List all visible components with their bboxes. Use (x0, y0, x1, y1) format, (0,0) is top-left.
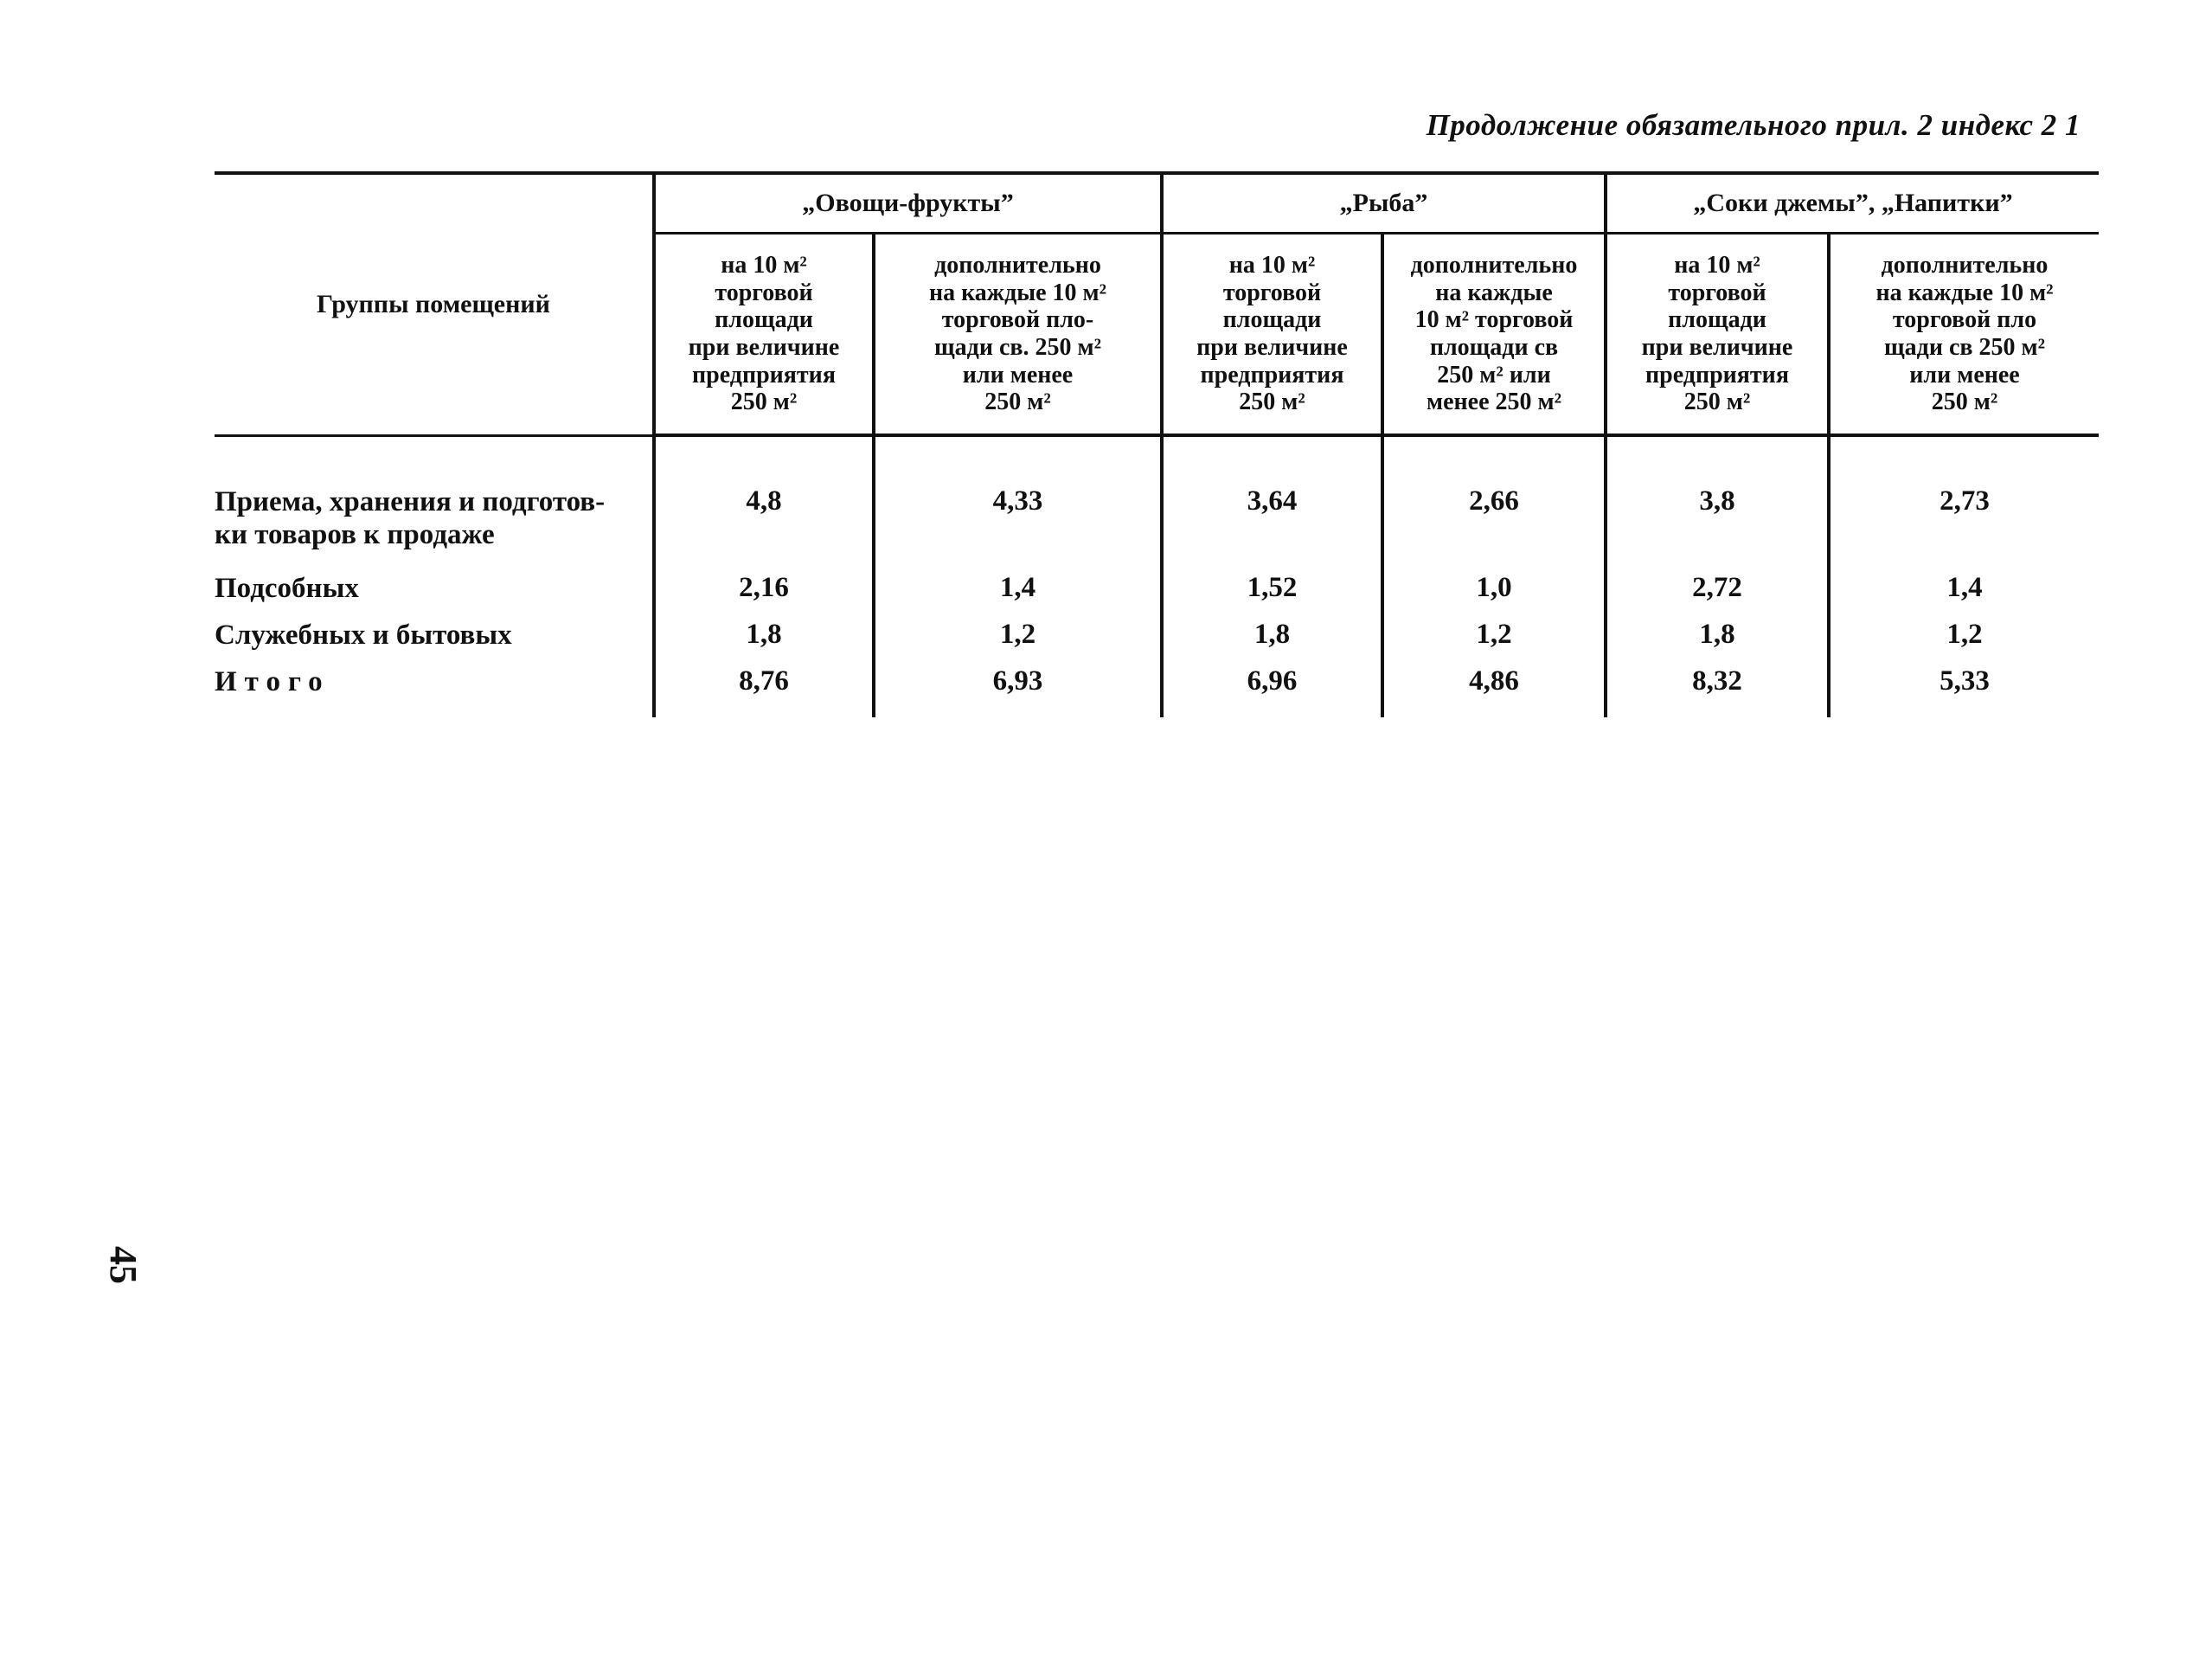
table-cell: 8,76 (654, 665, 874, 717)
group-header-juices-drinks: „Соки джемы”, „Напитки” (1606, 173, 2099, 234)
table-cell: 1,4 (1829, 572, 2099, 619)
subheader-per-10m2: на 10 м² торговой площади при величине предприятия 250 м² (1606, 234, 1829, 436)
table-cell: 1,52 (1162, 572, 1382, 619)
table-cell: 2,72 (1606, 572, 1829, 619)
table-cell: 1,2 (1382, 619, 1606, 665)
subheader-additional: дополнительно на каждые 10 м² торговой площади св 250 м² или менее 250 м² (1382, 234, 1606, 436)
row-label: Подсобных (215, 573, 359, 604)
table-row (215, 572, 2099, 619)
table-row (215, 619, 2099, 665)
subheader-additional: дополнительно на каждые 10 м² торговой пло- щади св. 250 м² или менее 250 м² (874, 234, 1162, 436)
table-row (215, 435, 2099, 572)
group-header-fish: „Рыба” (1162, 173, 1606, 234)
subheader-additional: дополнительно на каждые 10 м² торговой пло щади св 250 м² или менее 250 м² (1829, 234, 2099, 436)
subheader-per-10m2: на 10 м² торговой площади при величине предприятия 250 м² (1162, 234, 1382, 436)
table-cell: 6,96 (1162, 665, 1382, 717)
subheader-per-10m2: на 10 м² торговой площади при величине предприятия 250 м² (654, 234, 874, 436)
table-cell: 2,66 (1382, 435, 1606, 572)
running-head: Продолжение обязательного прил. 2 индекс 2 1 (1426, 108, 2081, 142)
table-cell: 1,2 (1829, 619, 2099, 665)
table-cell: 2,16 (654, 572, 874, 619)
table-cell: 1,8 (1606, 619, 1829, 665)
group-header-vegetables-fruits: „Овощи-фрукты” (654, 173, 1162, 234)
table-cell: 1,8 (1162, 619, 1382, 665)
table-cell: 2,73 (1829, 435, 2099, 572)
norms-table-container (215, 171, 2099, 717)
table-cell: 6,93 (874, 665, 1162, 717)
table-cell: 1,0 (1382, 572, 1606, 619)
table-cell: 1,2 (874, 619, 1162, 665)
row-header: Группы помещений (215, 173, 654, 435)
table-cell: 3,64 (1162, 435, 1382, 572)
table-cell: 4,8 (654, 435, 874, 572)
table-cell: 1,8 (654, 619, 874, 665)
table-cell: 4,33 (874, 435, 1162, 572)
norms-table (215, 171, 2099, 717)
row-label: Служебных и бытовых (215, 620, 512, 651)
table-cell: 8,32 (1606, 665, 1829, 717)
table-cell: 4,86 (1382, 665, 1606, 717)
row-label: Приема, хранения и подготов- ки товаров к продаже (215, 485, 606, 551)
table-cell: 5,33 (1829, 665, 2099, 717)
table-row-total (215, 665, 2099, 717)
table-cell: 3,8 (1606, 435, 1829, 572)
page-number: 45 (102, 1246, 144, 1284)
table-cell: 1,4 (874, 572, 1162, 619)
row-label-total: Итого (215, 666, 330, 697)
